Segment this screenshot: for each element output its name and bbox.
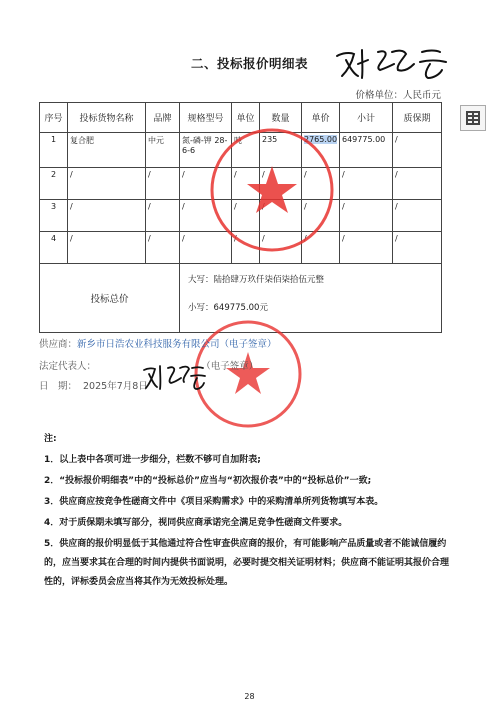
note-item: 2．“投标报价明细表”中的“投标总价”应当与“初次报价表”中的“投标总价”一致; — [44, 476, 372, 486]
header-cell: 单价 — [302, 103, 340, 133]
header-cell: 品牌 — [146, 103, 180, 133]
table-cell: / — [146, 200, 180, 232]
table-cell: 吨 — [232, 133, 260, 168]
table-cell: / — [232, 200, 260, 232]
table-cell: / — [146, 168, 180, 200]
table-cell: 235 — [260, 133, 302, 168]
company-seal-signature — [192, 318, 304, 430]
table-cell: / — [302, 168, 340, 200]
table-cell: / — [260, 168, 302, 200]
table-cell: / — [393, 200, 442, 232]
signature-image — [332, 38, 452, 84]
unit-price-highlight[interactable]: 2765.00 — [304, 135, 338, 144]
table-cell: / — [232, 168, 260, 200]
table-cell: / — [232, 232, 260, 264]
header-cell: 单位 — [232, 103, 260, 133]
table-cell: / — [340, 168, 393, 200]
table-cell: / — [180, 168, 232, 200]
table-cell: / — [68, 168, 146, 200]
table-cell: 649775.00 — [340, 133, 393, 168]
table-cell: 2 — [40, 168, 68, 200]
company-seal-table — [208, 126, 336, 254]
table-cell: 中元 — [146, 133, 180, 168]
header-cell: 数量 — [260, 103, 302, 133]
grid-icon — [465, 110, 481, 126]
signature-image-2 — [140, 356, 208, 396]
table-cell: 4 — [40, 232, 68, 264]
legal-rep-value: （电子签章） — [206, 361, 259, 372]
table-cell: / — [180, 232, 232, 264]
note-item: 3．供应商应按竞争性磋商文件中《项目采购需求》中的采购清单所列货物填写本表。 — [44, 497, 384, 507]
supplier-name: 新乡市日浩农业科技服务有限公司（电子签章） — [77, 339, 277, 350]
total-upper: 大写：陆拾肆万玖仟柒佰柒拾伍元整 — [188, 275, 325, 285]
header-cell: 序号 — [40, 103, 68, 133]
legal-rep-line: 法定代表人： （电子签章） — [39, 361, 259, 372]
currency-unit: 价格单位：人民币元 — [355, 90, 441, 101]
page-title: 二、投标报价明细表 — [190, 56, 308, 71]
header-cell: 质保期 — [393, 103, 442, 133]
table-cell: / — [68, 200, 146, 232]
page-number: 28 — [244, 692, 255, 701]
notes-section — [44, 430, 454, 594]
note-item: 4．对于质保期未填写部分，视同供应商承诺完全满足竞争性磋商文件要求。 — [44, 518, 348, 528]
table-cell: / — [180, 200, 232, 232]
table-cell: / — [340, 200, 393, 232]
table-cell: / — [146, 232, 180, 264]
notes-heading: 注: — [44, 434, 57, 444]
total-lower: 小写：649775.00元 — [188, 303, 268, 313]
table-cell: / — [68, 232, 146, 264]
table-cell: / — [302, 200, 340, 232]
note-item: 1．以上表中各项可进一步细分，栏数不够可自加附表; — [44, 455, 261, 465]
table-cell: / — [302, 232, 340, 264]
qr-code-button[interactable] — [460, 105, 486, 131]
table-cell: / — [340, 232, 393, 264]
header-cell: 小计 — [340, 103, 393, 133]
total-label: 投标总价 — [40, 264, 180, 333]
table-cell: / — [393, 232, 442, 264]
table-cell: 复合肥 — [68, 133, 146, 168]
table-cell: 1 — [40, 133, 68, 168]
supplier-line: 供应商：新乡市日浩农业科技服务有限公司（电子签章） — [39, 339, 277, 350]
table-cell: 3 — [40, 200, 68, 232]
date-line: 日 期： 2025年7月8日 — [39, 381, 148, 392]
note-item: 5．供应商的报价明显低于其他通过符合性审查供应商的报价，有可能影响产品质量或者不能诚信履约的，应当要求其在合理的时间内提供书面说明，必要时提交相关证明材料；供应商不能证明其报价合理性的，评标委员会应当将其作为无效投标处理。 — [44, 539, 450, 587]
table-cell: / — [260, 232, 302, 264]
header-cell: 投标货物名称 — [68, 103, 146, 133]
table-cell: 氮-磷-钾 28-6-6 — [180, 133, 232, 168]
table-cell: / — [393, 133, 442, 168]
date-value: 2025年7月8日 — [83, 381, 148, 392]
table-cell: / — [393, 168, 442, 200]
header-cell: 规格型号 — [180, 103, 232, 133]
